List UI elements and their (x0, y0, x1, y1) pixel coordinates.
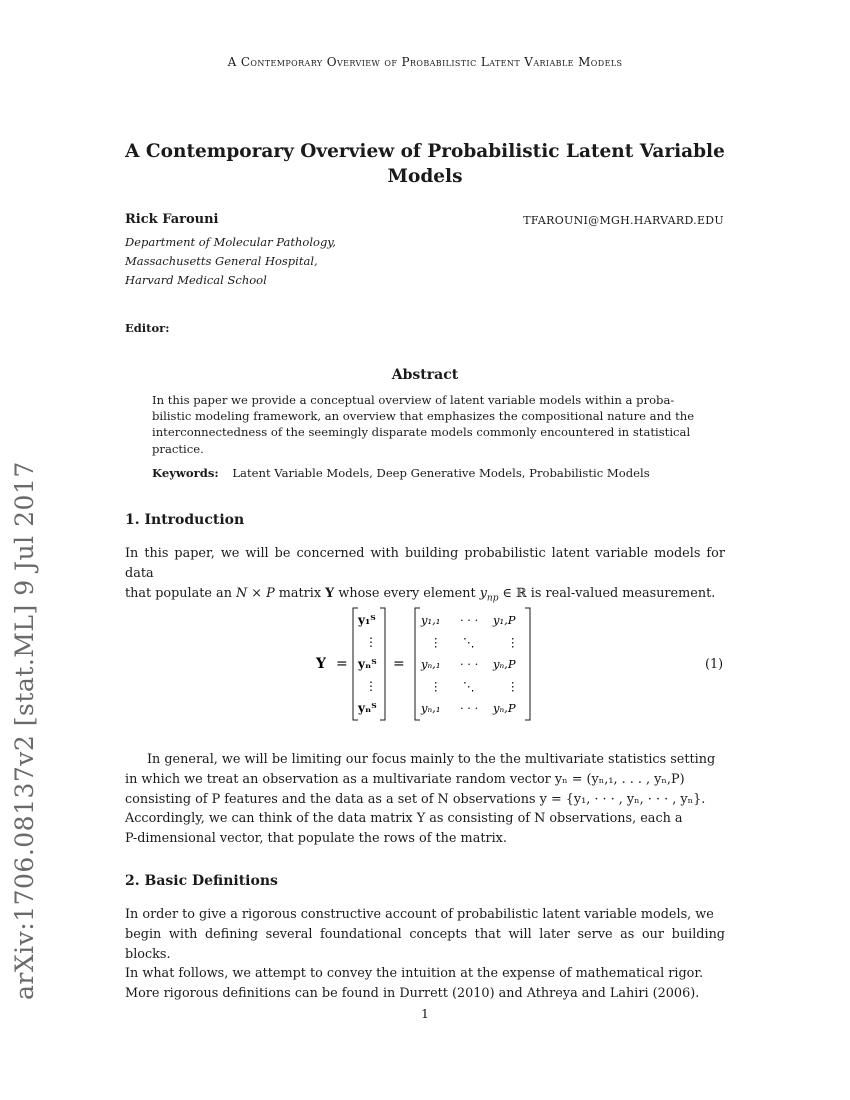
matrix-entry: yₙ,₁ (421, 701, 441, 715)
author-email: TFAROUNI@MGH.HARVARD.EDU (523, 214, 724, 227)
text-line: More rigorous definitions can be found in Durrett (2010) and Athreya and Lahiri (2006). (125, 986, 700, 1002)
text-line: In general, we will be limiting our focus mainly to the the multivariate statistics setting (147, 752, 716, 767)
author-name: Rick Farouni (125, 212, 219, 227)
matrix-entry: · · · (460, 701, 479, 715)
matrix-body (420, 613, 519, 715)
matrix-entry: ⋮ (430, 679, 442, 693)
paper-title (100, 139, 750, 189)
text-line: that populate an N × P matrix Y whose every element $y_{np}$ ∈ ℝ is real-valued measurement. (125, 585, 716, 604)
vector-entry: ⋮ (365, 679, 377, 693)
keywords-list: Latent Variable Models, Deep Generative Models, Probabilistic Models (232, 466, 650, 480)
matrix-entry: y₁,P (493, 613, 516, 627)
editor-label: Editor: (125, 321, 170, 335)
abstract-line: bilistic modeling framework, an overview that emphasizes the compositional nature and the (152, 409, 695, 424)
vector-entry: yₙᵀ (358, 701, 377, 715)
affiliation-line: Harvard Medical School (125, 273, 267, 287)
matrix-entry: ⋮ (507, 635, 519, 649)
affiliation-line: Massachusetts General Hospital, (125, 254, 318, 268)
section-heading-basic-definitions: 2. Basic Definitions (125, 873, 278, 889)
vector-entry: yₙᵀ (358, 657, 377, 671)
matrix-entry: ⋱ (463, 635, 475, 649)
matrix-entry: ⋮ (430, 635, 442, 649)
arxiv-stamp: arXiv:1706.08137v2 [stat.ML] 9 Jul 2017 (10, 461, 39, 1000)
abstract-line: practice. (152, 441, 204, 456)
abstract-line: In this paper we provide a conceptual overview of latent variable models within a proba- (152, 393, 675, 407)
keywords (152, 466, 712, 480)
abstract-body (152, 392, 698, 457)
abstract-line: interconnectedness of the seemingly disparate models commonly encountered in statistical (152, 425, 691, 440)
matrix-entry: · · · (460, 657, 479, 671)
matrix-entry: yₙ,₁ (421, 657, 441, 671)
section-heading-introduction: 1. Introduction (125, 512, 245, 528)
equation-number: (1) (705, 657, 724, 672)
equation-equals: = (336, 656, 348, 672)
text-line: P-dimensional vector, that populate the rows of the matrix. (125, 831, 507, 847)
running-head: A Contemporary Overview of Probabilistic Latent Variable Models (227, 55, 623, 69)
text-line: In what follows, we attempt to convey the intuition at the expense of mathematical rigor. (125, 966, 704, 982)
page-number: 1 (421, 1006, 429, 1021)
text-line: Accordingly, we can think of the data matrix Y as consisting of N observations, each a (125, 811, 683, 827)
text-line: In order to give a rigorous constructive account of probabilistic latent variable models, we (125, 907, 714, 922)
keywords-label: Keywords: (152, 466, 219, 480)
text-line: In this paper, we will be concerned with building probabilistic latent variable models for data (125, 546, 725, 581)
matrix-entry: ⋱ (463, 679, 475, 693)
intro-paragraph-2 (125, 750, 725, 849)
matrix-entry: yₙ,P (493, 657, 516, 671)
title-line-1: A Contemporary Overview of Probabilistic Latent Variable (125, 141, 725, 162)
matrix-entry: yₙ,P (493, 701, 516, 715)
matrix-entry: y₁,₁ (421, 613, 441, 627)
matrix-entry: · · · (460, 613, 479, 627)
text-line: begin with defining several foundational concepts that will later serve as our building blocks. (125, 926, 725, 962)
equation-matrix (300, 600, 560, 730)
equation-equals-2: = (393, 656, 405, 672)
matrix-entry: ⋮ (507, 679, 519, 693)
basic-definitions-paragraph (125, 905, 725, 1004)
text-line: consisting of P features and the data as a set of N observations y = {y₁, · · · , yₙ, · · · , yₙ}. (125, 791, 706, 807)
affiliation-line: Department of Molecular Pathology, (125, 235, 336, 249)
vector-entry: y₁ᵀ (358, 613, 376, 627)
text-line: in which we treat an observation as a multivariate random vector yₙ = (yₙ,₁, . . . , yₙ,P) (125, 771, 685, 787)
equation-lhs: Y (316, 656, 326, 672)
abstract-heading: Abstract (391, 367, 459, 383)
vector-entry: ⋮ (365, 635, 377, 649)
title-line-2: Models (387, 166, 463, 187)
